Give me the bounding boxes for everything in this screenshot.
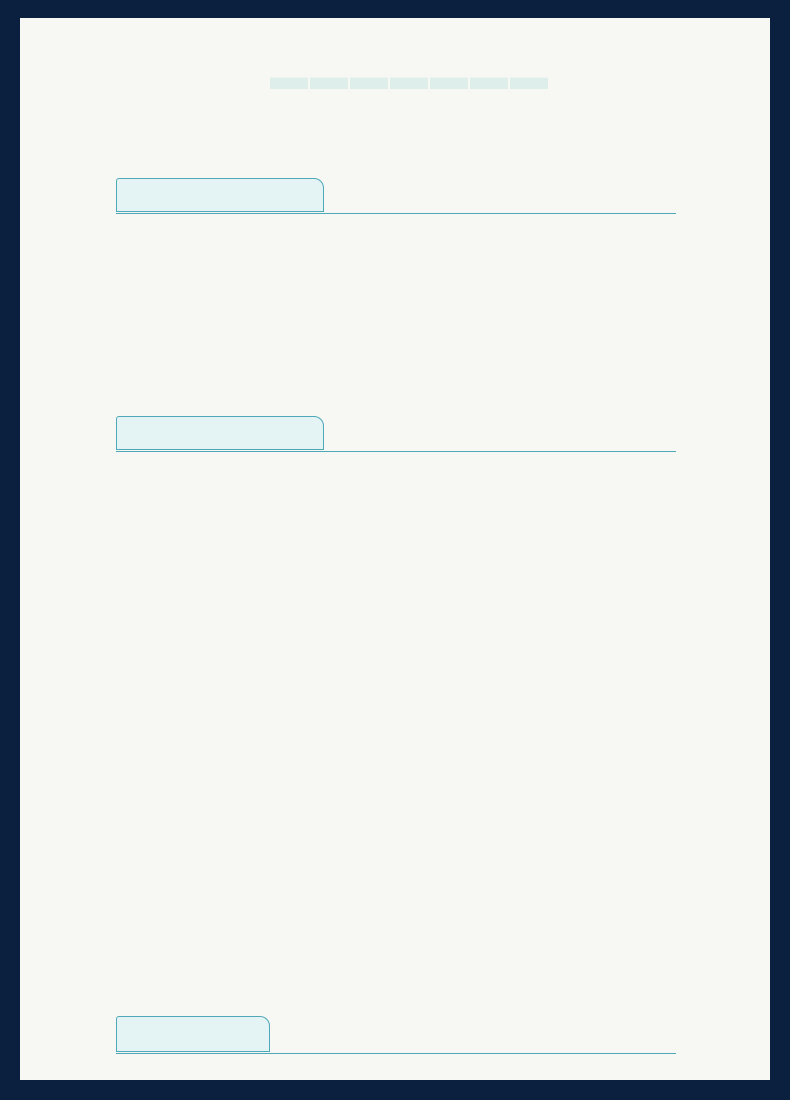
chapter5-rule (116, 451, 676, 452)
chapter4-header (116, 178, 676, 214)
chapter5-title (116, 416, 324, 450)
toc-page (20, 18, 770, 1080)
chapter4-rule (116, 213, 676, 214)
chapter5-header (116, 416, 676, 452)
answer-title (116, 1016, 270, 1052)
answer-rule (116, 1053, 676, 1054)
bleed-through-decoration: ▬▬▬▬▬▬▬ (270, 56, 550, 98)
answer-section (116, 1016, 676, 1054)
chapter4-title (116, 178, 324, 212)
